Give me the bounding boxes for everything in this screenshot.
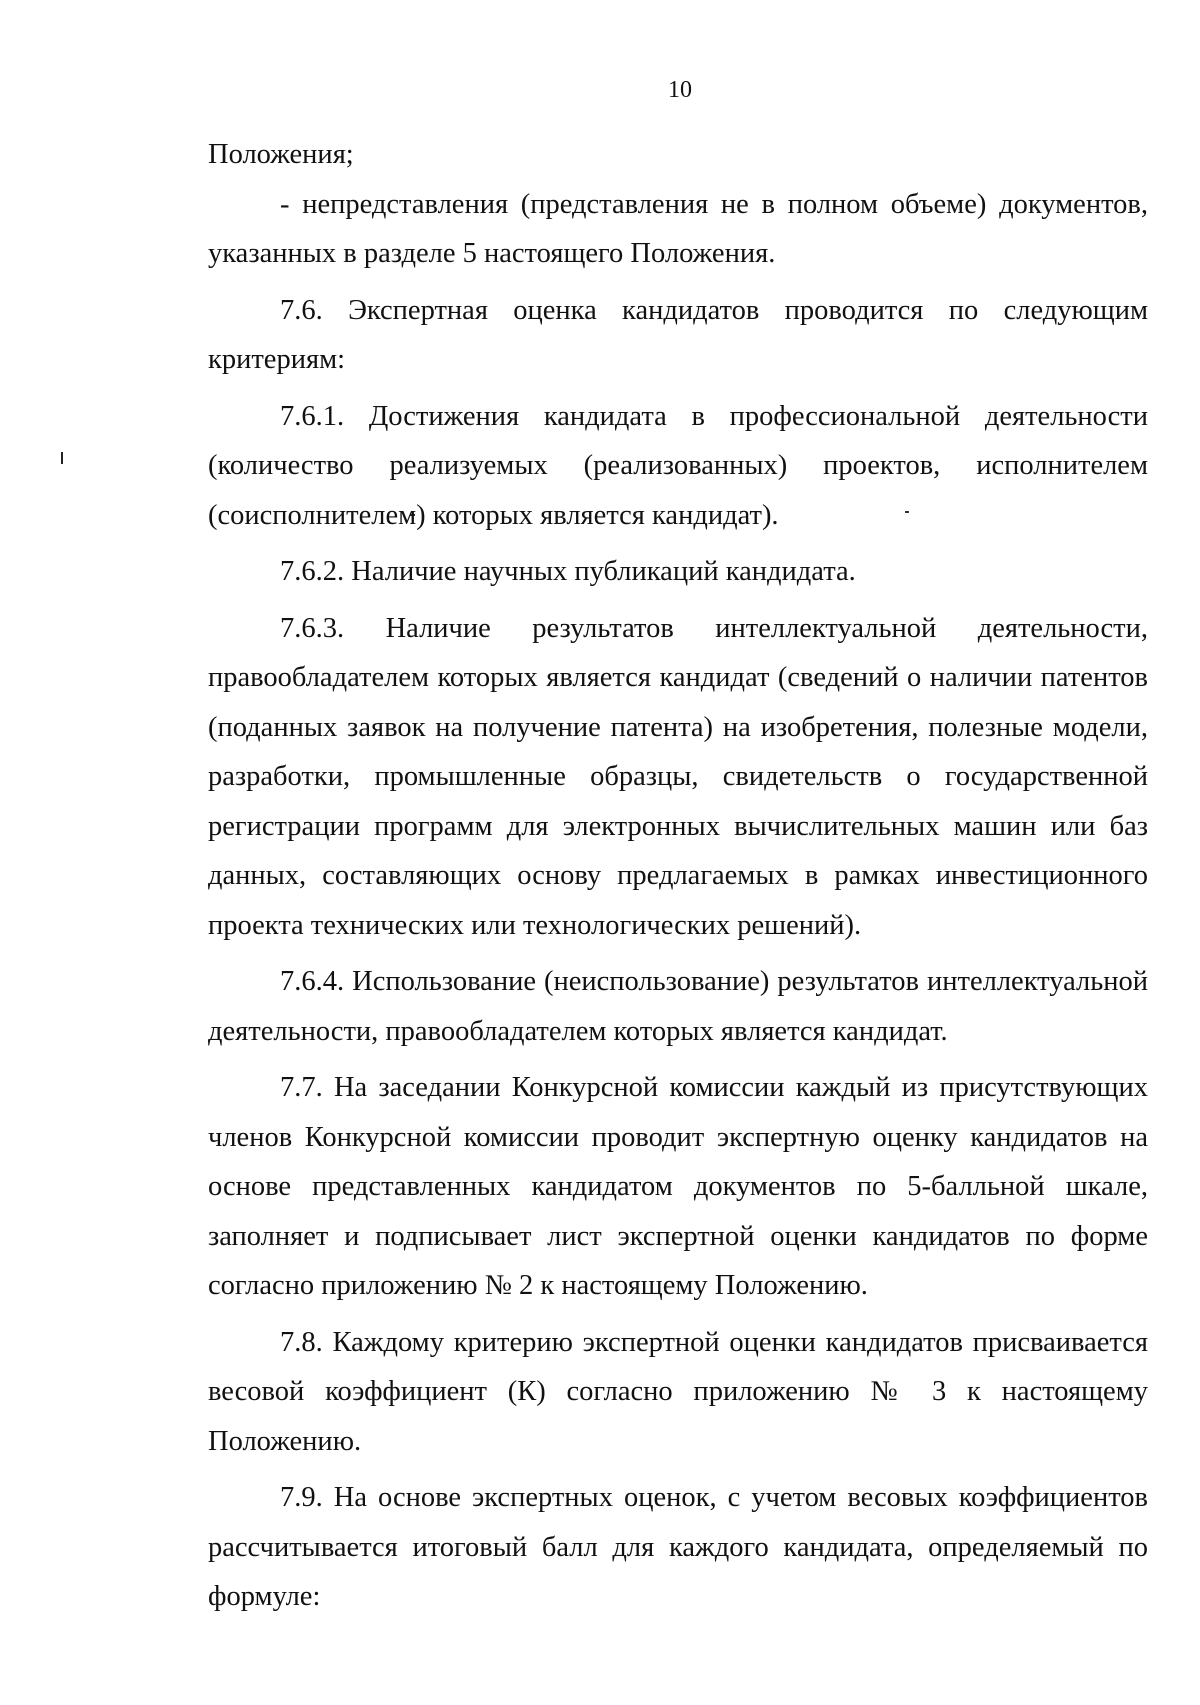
paragraph-7-6-3: 7.6.3. Наличие результатов интеллектуальной деятельности, правообладателем которых является кандидат (сведений о наличии патентов (поданных заявок на получение патента) на изобретения, полезные модели, разработки, промышленные образцы, свидетельств о государственной регистрации программ для электронных вычислительных машин или баз данных, составляющих основу предлагаемых в рамках инвестиционного проекта технических или технологических решений).	[208, 612, 1148, 941]
paragraph-7-7: 7.7. На заседании Конкурсной комиссии каждый из присутствующих членов Конкурсной комиссии проводит экспертную оценку кандидатов на основе представленных кандидатом документов по 5-балльной шкале, заполняет и подписывает лист экспертной оценки кандидатов по форме согласно приложению № 2 к настоящему Положению.	[208, 1072, 1148, 1301]
paragraph-7-8: 7.8. Каждому критерию экспертной оценки кандидатов присваивается весовой коэффициент (К) согласно приложению № 3 к настоящему Положению.	[208, 1326, 1148, 1457]
paragraph-continuation: Положения;	[208, 139, 354, 170]
paragraph-7-6-2: 7.6.2. Наличие научных публикаций кандидата.	[280, 556, 856, 587]
paragraph-7-6-4: 7.6.4. Использование (неиспользование) результатов интеллектуальной деятельности, правообладателем которых является кандидат.	[208, 966, 1148, 1047]
page-number: 10	[668, 77, 692, 103]
paragraph-list-item: - непредставления (представления не в полном объеме) документов, указанных в разделе 5 настоящего Положения.	[208, 188, 1148, 269]
paragraph-7-9: 7.9. На основе экспертных оценок, с учетом весовых коэффициентов рассчитывается итоговый балл для каждого кандидата, определяемый по формуле:	[208, 1482, 1148, 1612]
paragraph-7-6: 7.6. Экспертная оценка кандидатов проводится по следующим критериям:	[208, 294, 1148, 375]
document-body	[208, 130, 1148, 1622]
paragraph-7-6-1: 7.6.1. Достижения кандидата в профессиональной деятельности (количество реализуемых (реализованных) проектов, исполнителем (соисполнителем) которых является кандидат).	[208, 400, 1148, 531]
scan-margin-mark	[61, 452, 63, 464]
